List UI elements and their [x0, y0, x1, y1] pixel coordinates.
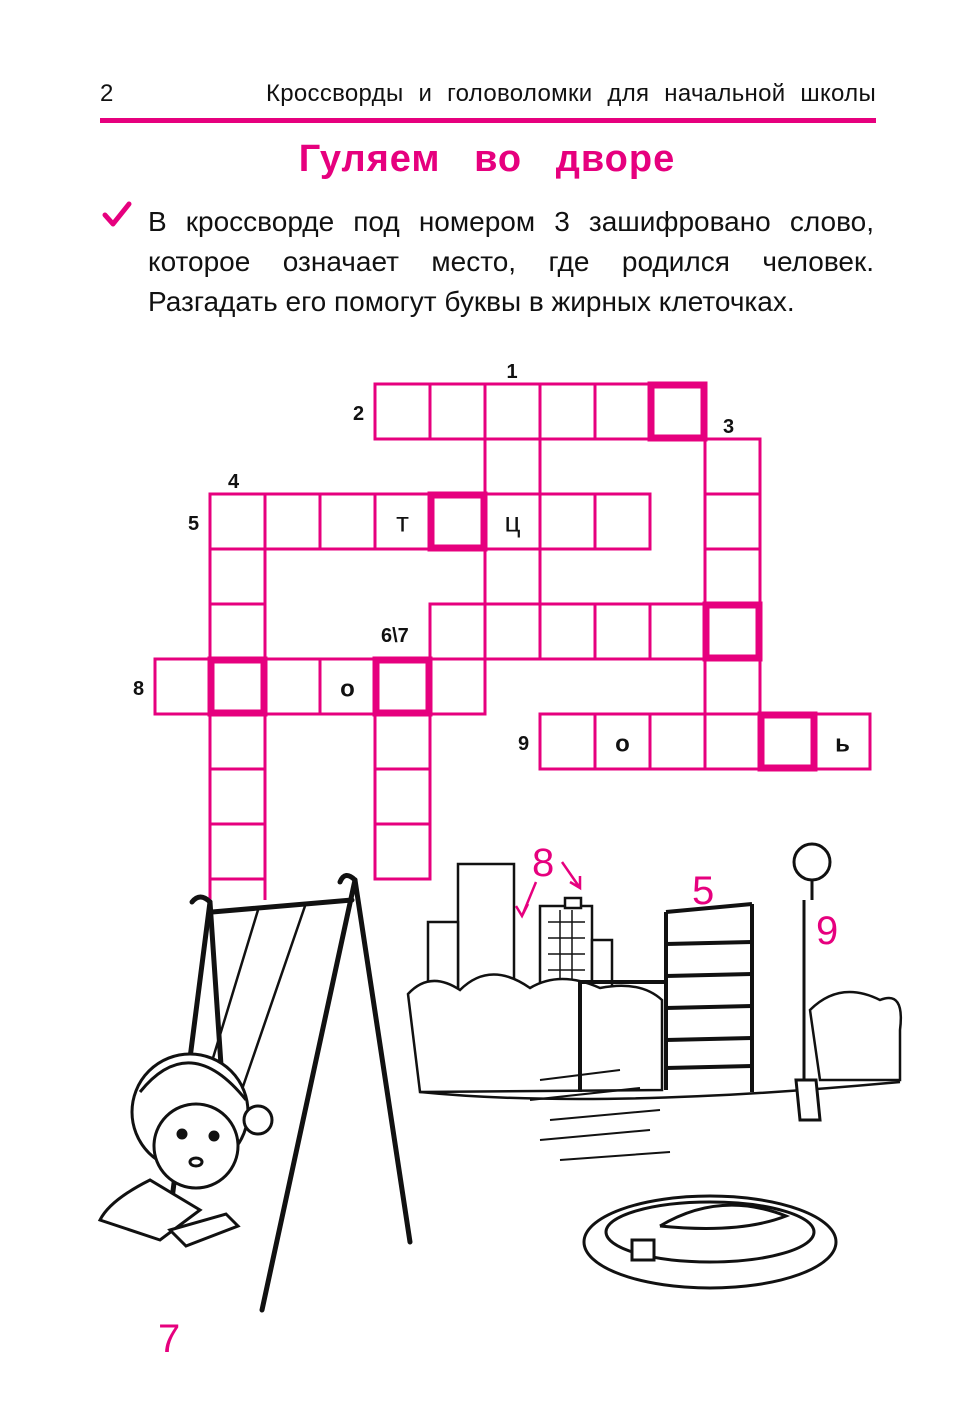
book-title: Кроссворды и головоломки для начальной школы	[265, 80, 876, 107]
crossword-cell[interactable]	[430, 659, 485, 714]
crossword-cell[interactable]	[155, 659, 210, 714]
hint-label-7: 7	[158, 1317, 181, 1361]
crossword-cell[interactable]	[485, 549, 540, 604]
crossword-key-cell[interactable]	[376, 660, 429, 713]
crossword-cell[interactable]	[485, 604, 540, 659]
crossword-cell[interactable]	[650, 384, 705, 439]
clue-number-2: 2	[353, 403, 365, 425]
prefilled-letter: ь	[835, 730, 850, 758]
page-title: Гуляем во дворе	[298, 138, 676, 180]
crossword-cell[interactable]	[375, 659, 430, 714]
crossword-cell[interactable]	[760, 714, 815, 769]
crossword-cell[interactable]	[265, 494, 320, 549]
hint-label-8: 8	[532, 841, 555, 885]
crossword-cell[interactable]	[375, 714, 430, 769]
crossword-cell[interactable]	[485, 439, 540, 494]
prefilled-letter: о	[340, 675, 355, 703]
crossword-cell[interactable]	[210, 494, 265, 549]
hint-label-9: 9	[816, 909, 839, 953]
crossword-cell[interactable]	[375, 384, 430, 439]
clue-number-8: 8	[133, 678, 145, 700]
crossword-cell[interactable]	[430, 604, 485, 659]
crossword-cell[interactable]	[705, 439, 760, 494]
crossword-cell[interactable]	[650, 714, 705, 769]
clue-number-1: 1	[506, 361, 518, 383]
clue-number-9: 9	[518, 733, 530, 755]
clue-number-3: 3	[723, 416, 735, 438]
crossword-cell[interactable]	[540, 384, 595, 439]
crossword-cell[interactable]	[210, 769, 265, 824]
task-text: В кроссворде под номером 3 зашифровано слово, которое означает место, где родился человек. Разгадать его помогут буквы в жирных клеточках.	[148, 206, 874, 317]
girl-on-swing	[100, 1054, 272, 1246]
crossword-key-cell[interactable]	[211, 660, 264, 713]
crossword-cell[interactable]	[540, 604, 595, 659]
page-number: 2	[100, 80, 114, 107]
crossword-cell[interactable]	[265, 659, 320, 714]
crossword-cell[interactable]	[320, 494, 375, 549]
crossword-cell[interactable]	[705, 549, 760, 604]
crossword-cell[interactable]	[705, 604, 760, 659]
crossword-cell[interactable]	[705, 659, 760, 714]
crossword-cell[interactable]	[540, 714, 595, 769]
prefilled-letter: ц	[504, 506, 521, 538]
crossword-cell[interactable]	[540, 494, 595, 549]
bushes	[408, 974, 901, 1099]
crossword-cell[interactable]	[210, 549, 265, 604]
crossword-cell[interactable]	[210, 714, 265, 769]
prefilled-letter: о	[615, 730, 630, 758]
hint-label-5: 5	[692, 869, 715, 913]
crossword-key-cell[interactable]	[651, 385, 704, 438]
crossword-cell[interactable]	[485, 384, 540, 439]
crossword-cell[interactable]	[705, 494, 760, 549]
crossword-cell[interactable]	[430, 494, 485, 549]
crossword-key-cell[interactable]	[706, 605, 759, 658]
crossword-key-cell[interactable]	[431, 495, 484, 548]
clue-number-5: 5	[188, 513, 200, 535]
crossword-cell[interactable]	[595, 494, 650, 549]
crossword-cell[interactable]	[210, 604, 265, 659]
crossword-cell[interactable]	[705, 714, 760, 769]
sandbox	[584, 1196, 836, 1288]
crossword-cell[interactable]	[650, 604, 705, 659]
crossword-cell[interactable]	[595, 384, 650, 439]
playground-illustration	[0, 830, 974, 1417]
prefilled-letter: т	[396, 506, 409, 538]
clue-number-4: 4	[228, 471, 240, 493]
crossword-cell[interactable]	[430, 384, 485, 439]
crossword-cell[interactable]	[210, 659, 265, 714]
clue-number-6-7: 6\7	[381, 625, 409, 647]
city-buildings	[428, 864, 612, 1000]
crossword-cell[interactable]	[595, 604, 650, 659]
crossword-key-cell[interactable]	[761, 715, 814, 768]
crossword-cell[interactable]	[375, 769, 430, 824]
